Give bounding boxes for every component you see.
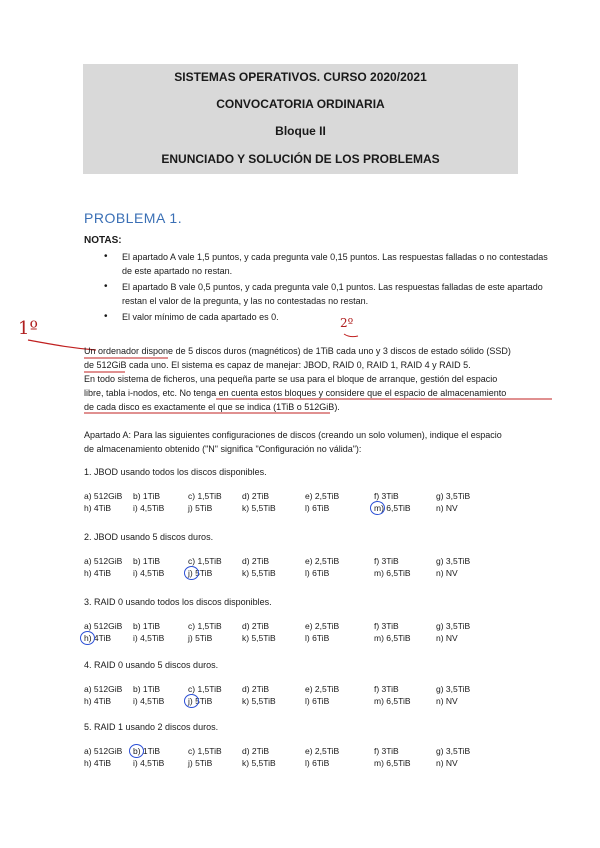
header-subtitle: ENUNCIADO Y SOLUCIÓN DE LOS PROBLEMAS [161, 152, 440, 166]
bullet-icon: • [104, 251, 108, 262]
answer-option: k) 5,5TiB [242, 633, 276, 643]
answer-option: m) 6,5TiB [374, 503, 411, 513]
answer-option: f) 3TiB [374, 556, 399, 566]
answer-option: b) 1TiB [133, 621, 161, 631]
answer-circle [184, 694, 199, 708]
answer-option: d) 2TiB [242, 621, 270, 631]
problem-title: PROBLEMA 1. [84, 210, 183, 226]
intro-line: En todo sistema de ficheros, una pequeña parte se usa para el bloque de arranque, gestión del espacio [84, 374, 498, 384]
answer-option: f) 3TiB [374, 491, 399, 501]
answer-option: g) 3,5TiB [436, 621, 471, 631]
answer-option: l) 6TiB [305, 696, 330, 706]
answer-option: l) 6TiB [305, 503, 330, 513]
answer-option: b) 1TiB [133, 746, 161, 756]
answer-option: c) 1,5TiB [188, 556, 222, 566]
answer-option: f) 3TiB [374, 684, 399, 694]
intro-line: Un ordenador dispone de 5 discos duros (magnéticos) de 1TiB cada uno y 3 discos de estado sólido (SSD) [84, 346, 511, 356]
bullet-icon: • [104, 281, 108, 292]
answer-option: l) 6TiB [305, 758, 330, 768]
answer-option: h) 4TiB [84, 696, 112, 706]
intro-line: de cada disco es exactamente el que se indica (1TiB o 512GiB). [84, 402, 340, 412]
answer-option: f) 3TiB [374, 746, 399, 756]
answer-option: h) 4TiB [84, 633, 112, 643]
question-title: 2. JBOD usando 5 discos duros. [84, 532, 214, 542]
answer-option: n) NV [436, 758, 458, 768]
answer-option: c) 1,5TiB [188, 621, 222, 631]
answer-option: j) 5TiB [188, 633, 213, 643]
header-title: SISTEMAS OPERATIVOS. CURSO 2020/2021 [174, 70, 427, 84]
answer-option: a) 512GiB [84, 746, 123, 756]
answer-option: d) 2TiB [242, 746, 270, 756]
answer-option: n) NV [436, 696, 458, 706]
intro-line: de 512GiB cada uno. El sistema es capaz de manejar: JBOD, RAID 0, RAID 1, RAID 4 y RAID 5. [84, 360, 471, 370]
answer-option: j) 5TiB [188, 758, 213, 768]
answer-option: k) 5,5TiB [242, 568, 276, 578]
answer-option: n) NV [436, 568, 458, 578]
answer-option: k) 5,5TiB [242, 503, 276, 513]
answer-option: a) 512GiB [84, 556, 123, 566]
answer-option: n) NV [436, 503, 458, 513]
answer-option: a) 512GiB [84, 621, 123, 631]
answer-option: k) 5,5TiB [242, 758, 276, 768]
answer-option: i) 4,5TiB [133, 568, 165, 578]
answer-option: c) 1,5TiB [188, 746, 222, 756]
answer-option: h) 4TiB [84, 503, 112, 513]
answer-option: l) 6TiB [305, 633, 330, 643]
answer-option: j) 5TiB [188, 503, 213, 513]
answer-option: g) 3,5TiB [436, 491, 471, 501]
apartado-a-text: de almacenamiento obtenido ("N" significa "Configuración no válida"): [84, 444, 362, 454]
notes-label: NOTAS: [84, 235, 122, 246]
answer-option: g) 3,5TiB [436, 746, 471, 756]
answer-circle [129, 744, 144, 758]
answer-option: d) 2TiB [242, 556, 270, 566]
answer-option: d) 2TiB [242, 684, 270, 694]
header-convocatoria: CONVOCATORIA ORDINARIA [216, 97, 385, 111]
answer-option: c) 1,5TiB [188, 684, 222, 694]
answer-option: e) 2,5TiB [305, 684, 340, 694]
bullet-icon: • [104, 311, 108, 322]
answer-option: m) 6,5TiB [374, 633, 411, 643]
answer-option: b) 1TiB [133, 491, 161, 501]
answer-option: l) 6TiB [305, 568, 330, 578]
answer-option: e) 2,5TiB [305, 491, 340, 501]
answer-option: i) 4,5TiB [133, 503, 165, 513]
apartado-a-text: Apartado A: Para las siguientes configuraciones de discos (creando un solo volumen), indique el espacio [84, 430, 502, 440]
question-title: 1. JBOD usando todos los discos disponibles. [84, 467, 267, 477]
answer-circle [370, 501, 385, 515]
answer-option: h) 4TiB [84, 758, 112, 768]
answer-option: g) 3,5TiB [436, 684, 471, 694]
question-title: 3. RAID 0 usando todos los discos disponibles. [84, 597, 272, 607]
answer-option: e) 2,5TiB [305, 556, 340, 566]
answer-option: a) 512GiB [84, 684, 123, 694]
answer-option: j) 5TiB [188, 696, 213, 706]
answer-option: e) 2,5TiB [305, 621, 340, 631]
answer-option: m) 6,5TiB [374, 696, 411, 706]
answer-option: k) 5,5TiB [242, 696, 276, 706]
answer-option: i) 4,5TiB [133, 758, 165, 768]
answer-option: m) 6,5TiB [374, 758, 411, 768]
answer-circle [184, 566, 199, 580]
question-title: 4. RAID 0 usando 5 discos duros. [84, 660, 219, 670]
question-title: 5. RAID 1 usando 2 discos duros. [84, 722, 219, 732]
header-bloque: Bloque II [275, 124, 326, 138]
answer-option: d) 2TiB [242, 491, 270, 501]
answer-option: c) 1,5TiB [188, 491, 222, 501]
note-text: El apartado A vale 1,5 puntos, y cada pregunta vale 0,15 puntos. Las respuestas falladas o no contestadas de este apartado no restan. [122, 252, 548, 276]
handwritten-note-first: 1º [18, 318, 38, 339]
answer-option: n) NV [436, 633, 458, 643]
answer-option: b) 1TiB [133, 684, 161, 694]
intro-line: libre, tabla i-nodos, etc. No tenga en cuenta estos bloques y considere que el espacio de almacenamiento [84, 388, 507, 398]
answer-option: e) 2,5TiB [305, 746, 340, 756]
answer-circle [80, 631, 95, 645]
answer-option: m) 6,5TiB [374, 568, 411, 578]
answer-option: b) 1TiB [133, 556, 161, 566]
answer-option: h) 4TiB [84, 568, 112, 578]
answer-option: j) 5TiB [188, 568, 213, 578]
handwritten-bracket [344, 334, 358, 337]
answer-option: g) 3,5TiB [436, 556, 471, 566]
answer-option: i) 4,5TiB [133, 696, 165, 706]
answer-option: a) 512GiB [84, 491, 123, 501]
note-text: El valor mínimo de cada apartado es 0. [122, 312, 279, 322]
handwritten-note-second: 2º [340, 316, 354, 330]
answer-option: i) 4,5TiB [133, 633, 165, 643]
answer-option: f) 3TiB [374, 621, 399, 631]
note-text: El apartado B vale 0,5 puntos, y cada pregunta vale 0,1 puntos. Las respuestas falladas de este apartado restan el valor de la pregunta, y las no contestadas no restan. [122, 282, 543, 306]
